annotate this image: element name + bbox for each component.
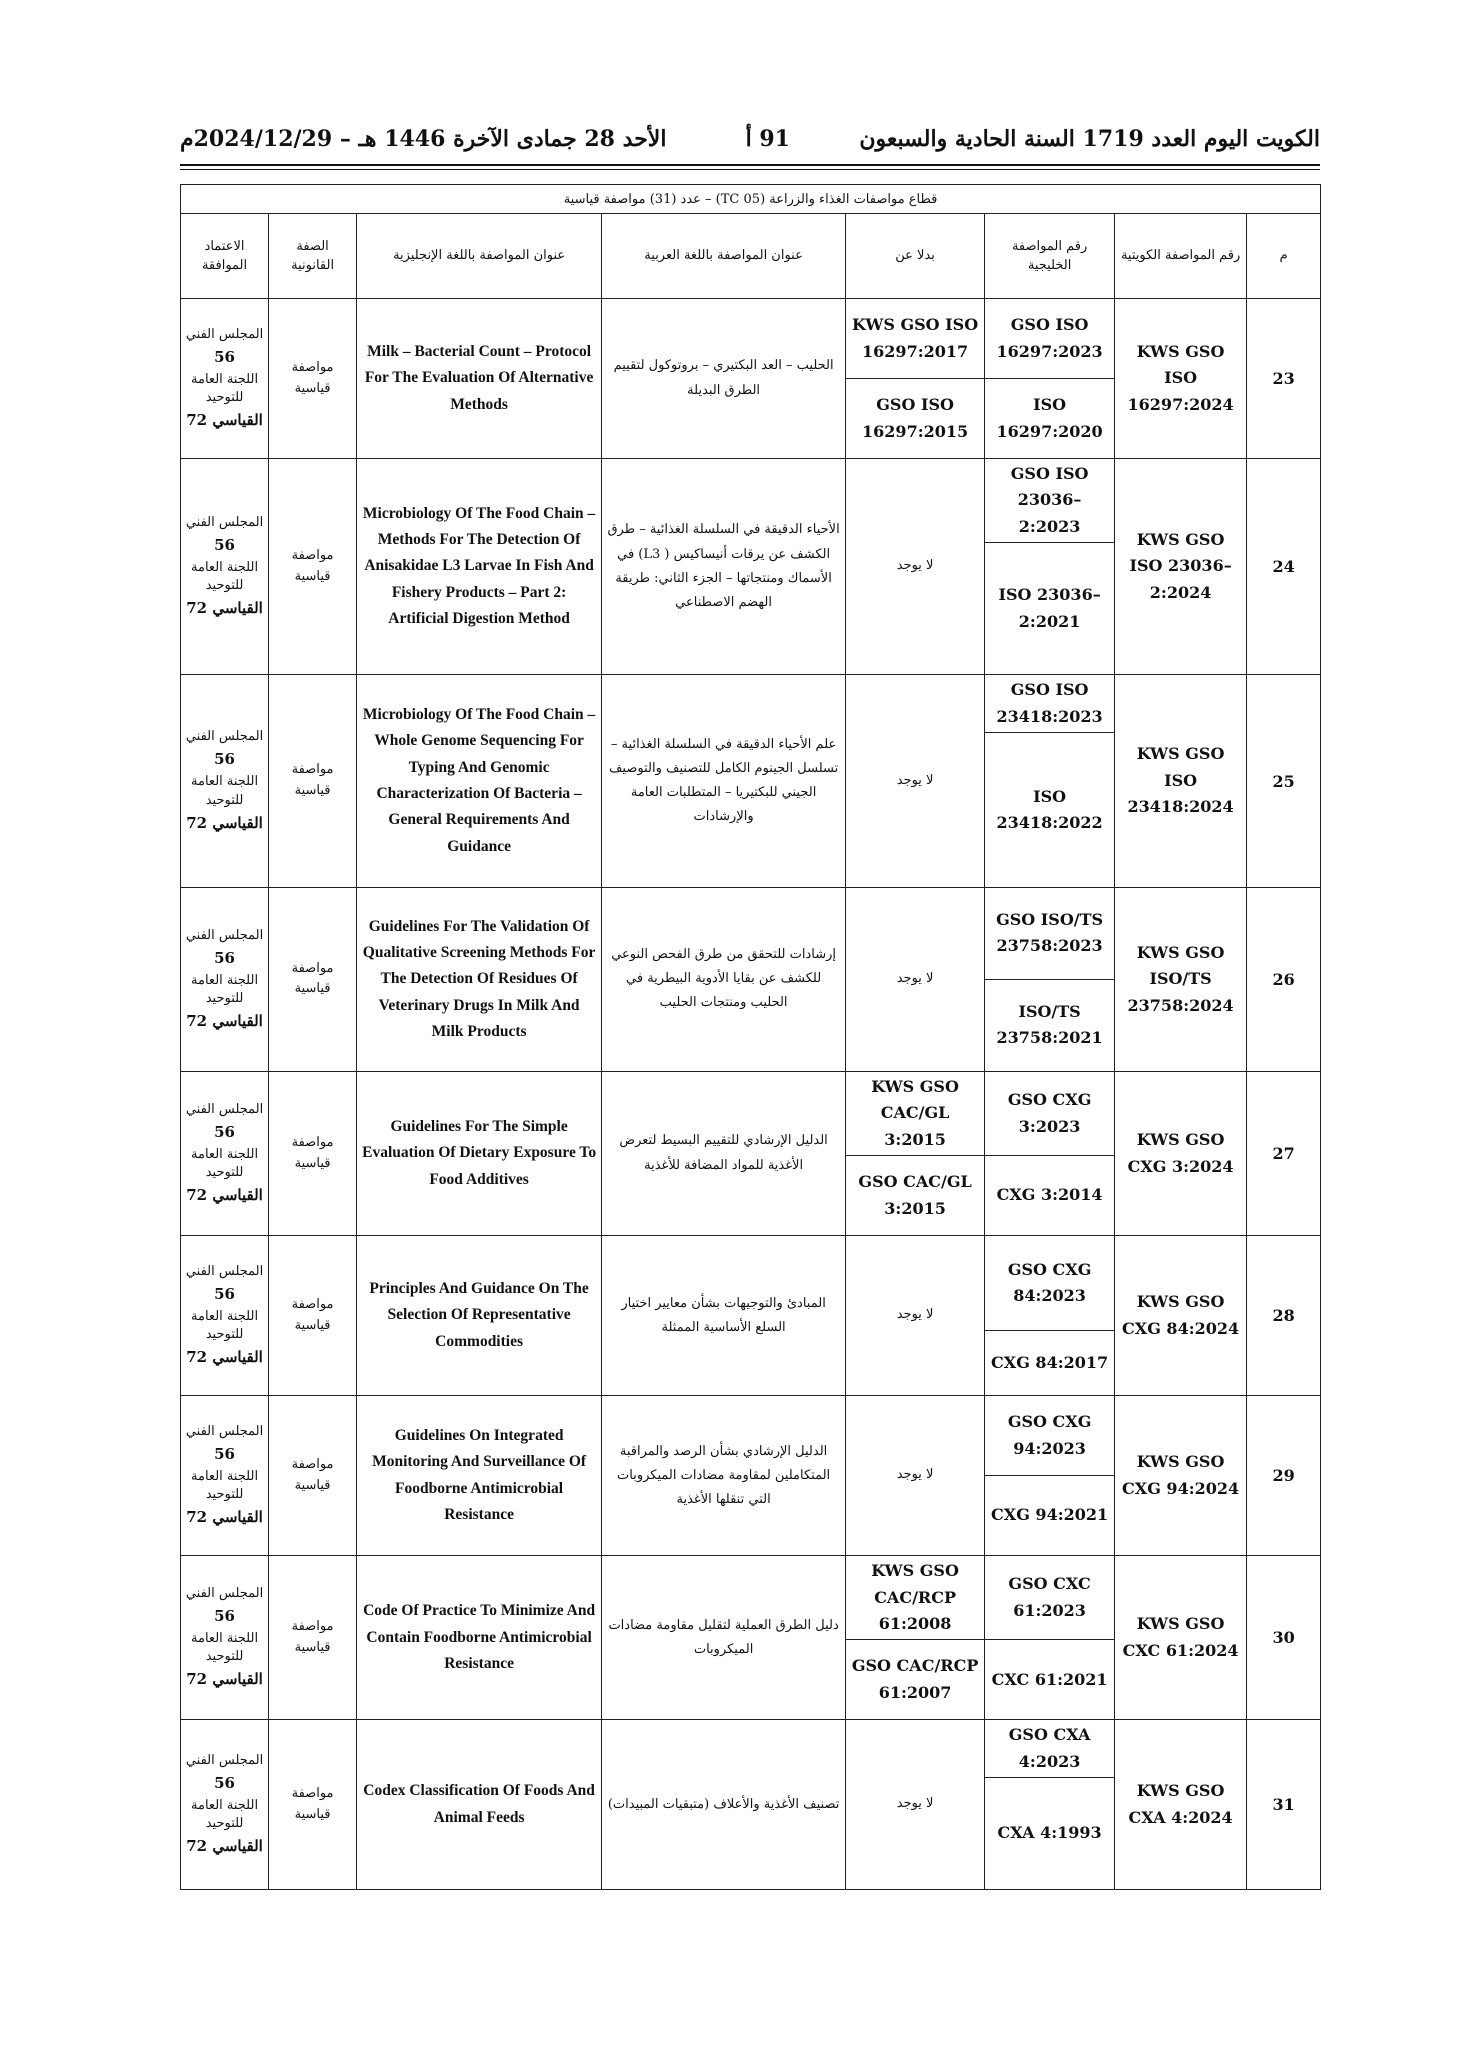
gso-number-alt: CXG 3:2014 [985,1156,1115,1236]
gso-number-alt: CXG 94:2021 [985,1476,1115,1556]
approval-cell [181,459,269,675]
gso-number: GSO CXG 3:2023 [985,1071,1115,1155]
english-title: Milk – Bacterial Count – Protocol For The Evaluation Of Alternative Methods [357,299,602,459]
legal-status: مواصفة قياسية [269,1396,357,1556]
replaces-cell: لا يوجد [846,887,985,1071]
approval-line1: المجلس الفني [185,1101,264,1117]
approval-line3: اللجنة العامة للتوحيد [191,559,259,594]
approval-line2: 56 [214,1607,235,1626]
approval-line2: 56 [214,750,235,769]
column-header: عنوان المواصفة باللغة الإنجليزية [357,214,602,299]
table-row [181,299,1321,379]
replaces-cell-alt: GSO CAC/GL 3:2015 [846,1156,985,1236]
gso-number: GSO CXA 4:2023 [985,1720,1115,1778]
replaces-cell: KWS GSO ISO 16297:2017 [846,299,985,379]
approval-line1: المجلس الفني [185,514,264,530]
arabic-title: علم الأحياء الدقيقة في السلسلة الغذائية – تسلسل الجينوم الكامل للتصنيف والتوصيف الجيني للبكتيريا – المتطلبات العامة والإرشادات [602,675,846,888]
legal-status: مواصفة قياسية [269,1071,357,1235]
gso-number-alt: CXA 4:1993 [985,1778,1115,1890]
approval-cell [181,1071,269,1235]
approval-line2: 56 [214,1774,235,1793]
english-title: Microbiology Of The Food Chain – Methods For The Detection Of Anisakidae L3 Larvae In Fish And Fishery Products – Part 2: Artificial Digestion Method [357,459,602,675]
approval-cell [181,1556,269,1720]
row-number: 25 [1247,675,1321,888]
table-row [181,1236,1321,1331]
gso-number: GSO ISO 16297:2023 [985,299,1115,379]
kws-number: KWS GSO ISO 23036–2:2024 [1115,459,1247,675]
approval-cell [181,675,269,888]
kws-number: KWS GSO CXG 94:2024 [1115,1396,1247,1556]
approval-line3: اللجنة العامة للتوحيد [191,972,259,1007]
approval-cell [181,1396,269,1556]
column-header: رقم المواصفة الكويتية [1115,214,1247,299]
approval-line1: المجلس الفني [185,927,264,943]
kws-number: KWS GSO CXG 3:2024 [1115,1071,1247,1235]
gso-number: GSO ISO/TS 23758:2023 [985,887,1115,979]
approval-line2: 56 [214,535,235,554]
approval-line3: اللجنة العامة للتوحيد [191,1469,259,1503]
replaces-cell-alt: GSO CAC/RCP 61:2007 [846,1640,985,1720]
kws-number: KWS GSO CXG 84:2024 [1115,1236,1247,1396]
standards-table [180,184,1321,1890]
row-number: 28 [1247,1236,1321,1396]
row-number: 30 [1247,1556,1321,1720]
table-row [181,459,1321,543]
approval-cell [181,1236,269,1396]
gso-number: GSO CXG 84:2023 [985,1236,1115,1331]
legal-status: مواصفة قياسية [269,299,357,459]
approval-line2: 56 [214,1285,235,1304]
replaces-cell: لا يوجد [846,1236,985,1396]
arabic-title: إرشادات للتحقق من طرق الفحص النوعي للكشف عن بقايا الأدوية البيطرية في الحليب ومنتجات الحليب [602,887,846,1071]
arabic-title: الحليب – العد البكتيري – بروتوكول لتقييم الطرق البديلة [602,299,846,459]
arabic-title: الدليل الإرشادي بشأن الرصد والمراقبة المتكاملين لمقاومة مضادات الميكروبات التي تنقلها الأغذية [602,1396,846,1556]
arabic-title: تصنيف الأغذية والأعلاف (متبقيات المبيدات) [602,1720,846,1890]
table-row [181,1071,1321,1155]
replaces-cell: لا يوجد [846,1720,985,1890]
kws-number: KWS GSO ISO/TS 23758:2024 [1115,887,1247,1071]
kws-number: KWS GSO CXC 61:2024 [1115,1556,1247,1720]
approval-line1: المجلس الفني [185,1423,264,1439]
approval-line2: 56 [214,948,235,967]
row-number: 29 [1247,1396,1321,1556]
english-title: Code Of Practice To Minimize And Contain Foodborne Antimicrobial Resistance [357,1556,602,1720]
approval-line1: المجلس الفني [185,1585,264,1601]
replaces-cell: KWS GSO CAC/GL 3:2015 [846,1071,985,1155]
approval-line3: اللجنة العامة للتوحيد [191,1631,259,1665]
approval-line2: 56 [214,347,235,366]
legal-status: مواصفة قياسية [269,1720,357,1890]
approval-line4: القياسي 72 [186,411,263,430]
table-caption: قطاع مواصفات الغذاء والزراعة (TC 05) – عدد (31) مواصفة قياسية [181,185,1321,214]
table-row [181,1720,1321,1778]
approval-line1: المجلس الفني [185,729,264,745]
approval-line3: اللجنة العامة للتوحيد [191,774,259,808]
english-title: Codex Classification Of Foods And Animal Feeds [357,1720,602,1890]
approval-line3: اللجنة العامة للتوحيد [191,1146,259,1181]
gso-number: GSO CXG 94:2023 [985,1396,1115,1476]
gso-number-alt: ISO 16297:2020 [985,379,1115,459]
gso-number-alt: CXG 84:2017 [985,1331,1115,1396]
english-title: Guidelines On Integrated Monitoring And Surveillance Of Foodborne Antimicrobial Resistance [357,1396,602,1556]
column-header: م [1247,214,1321,299]
approval-line1: المجلس الفني [185,326,264,342]
approval-cell [181,1720,269,1890]
column-header: بدلا عن [846,214,985,299]
replaces-cell-alt: GSO ISO 16297:2015 [846,379,985,459]
approval-line3: اللجنة العامة للتوحيد [191,371,259,406]
approval-line3: اللجنة العامة للتوحيد [191,1309,259,1343]
approval-line4: القياسي 72 [186,1837,263,1856]
table-row [181,887,1321,979]
gso-number: GSO ISO 23418:2023 [985,675,1115,733]
approval-line4: القياسي 72 [186,1012,263,1031]
approval-cell [181,299,269,459]
table-row [181,675,1321,733]
gso-number-alt: CXC 61:2021 [985,1640,1115,1720]
arabic-title: الأحياء الدقيقة في السلسلة الغذائية – طرق الكشف عن يرقات أنيساكيس ( L3) في الأسماك ومنتجاتها – الجزء الثاني: طريقة الهضم الاصطناعي [602,459,846,675]
kws-number: KWS GSO CXA 4:2024 [1115,1720,1247,1890]
legal-status: مواصفة قياسية [269,1236,357,1396]
column-header: رقم المواصفة الخليجية [985,214,1115,299]
english-title: Microbiology Of The Food Chain – Whole Genome Sequencing For Typing And Genomic Characterization Of Bacteria – General Requirements And Guidance [357,675,602,888]
arabic-title: الدليل الإرشادي للتقييم البسيط لتعرض الأغذية للمواد المضافة للأغذية [602,1071,846,1235]
approval-line1: المجلس الفني [185,1263,264,1279]
approval-line4: القياسي 72 [186,599,263,618]
row-number: 26 [1247,887,1321,1071]
row-number: 31 [1247,1720,1321,1890]
header-rule-thin [180,169,1320,170]
legal-status: مواصفة قياسية [269,1556,357,1720]
column-header: الاعتماد الموافقة [181,214,269,299]
replaces-cell: KWS GSO CAC/RCP 61:2008 [846,1556,985,1640]
approval-line4: القياسي 72 [186,1670,263,1689]
table-header-row [181,214,1321,299]
gso-number: GSO CXC 61:2023 [985,1556,1115,1640]
gso-number: GSO ISO 23036–2:2023 [985,459,1115,543]
replaces-cell: لا يوجد [846,459,985,675]
legal-status: مواصفة قياسية [269,459,357,675]
legal-status: مواصفة قياسية [269,675,357,888]
replaces-cell: لا يوجد [846,1396,985,1556]
approval-line1: المجلس الفني [185,1752,264,1768]
approval-line4: القياسي 72 [186,1348,263,1367]
approval-cell [181,887,269,1071]
approval-line4: القياسي 72 [186,1186,263,1205]
row-number: 27 [1247,1071,1321,1235]
approval-line4: القياسي 72 [186,1508,263,1527]
row-number: 24 [1247,459,1321,675]
column-header: عنوان المواصفة باللغة العربية [602,214,846,299]
table-row [181,1396,1321,1476]
legal-status: مواصفة قياسية [269,887,357,1071]
table-row [181,1556,1321,1640]
page-header [180,118,1320,166]
english-title: Principles And Guidance On The Selection Of Representative Commodities [357,1236,602,1396]
gso-number-alt: ISO/TS 23758:2021 [985,979,1115,1071]
issue-date: الأحد 28 جمادى الآخرة 1446 هـ – 2024/12/29م [180,126,667,152]
gso-number-alt: ISO 23418:2022 [985,732,1115,887]
english-title: Guidelines For The Validation Of Qualitative Screening Methods For The Detection Of Residues Of Veterinary Drugs In Milk And Milk Products [357,887,602,1071]
page-number: 91 أ [745,126,790,152]
arabic-title: دليل الطرق العملية لتقليل مقاومة مضادات الميكروبات [602,1556,846,1720]
approval-line3: اللجنة العامة للتوحيد [191,1798,259,1832]
english-title: Guidelines For The Simple Evaluation Of Dietary Exposure To Food Additives [357,1071,602,1235]
approval-line2: 56 [214,1122,235,1141]
gazette-issue: الكويت اليوم العدد 1719 السنة الحادية والسبعون [859,126,1320,152]
kws-number: KWS GSO ISO 16297:2024 [1115,299,1247,459]
replaces-cell: لا يوجد [846,675,985,888]
kws-number: KWS GSO ISO 23418:2024 [1115,675,1247,888]
row-number: 23 [1247,299,1321,459]
arabic-title: المبادئ والتوجيهات بشأن معايير اختيار السلع الأساسية الممثلة [602,1236,846,1396]
approval-line2: 56 [214,1445,235,1464]
header-rule [180,164,1320,166]
gso-number-alt: ISO 23036–2:2021 [985,543,1115,675]
column-header: الصفة القانونية [269,214,357,299]
approval-line4: القياسي 72 [186,813,263,832]
